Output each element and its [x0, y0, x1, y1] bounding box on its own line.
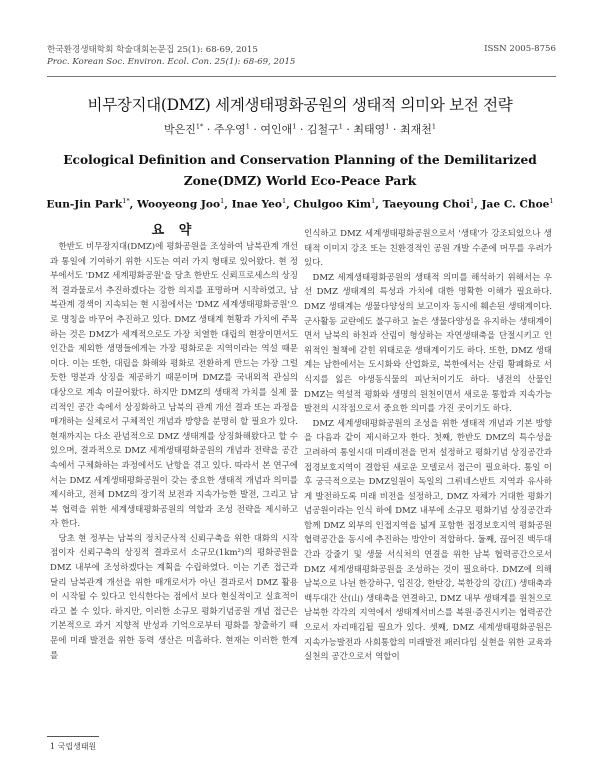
author-name: Wooyeong Joo: [136, 198, 221, 211]
author-affiliation-mark: 1: [470, 197, 475, 205]
issn: ISSN 2005-8756: [484, 44, 556, 54]
author-affiliation-mark: 1: [338, 122, 343, 131]
author-list-korean: 박은진$^{1*}$ · 주우영$^1$ · 여인애$^1$ · 김철구$^1$ · 최태영$^1$ · 최재천$^1$: [164, 122, 436, 136]
title-english: Ecological Definition and Conservation Planning of the Demilitarized Zone(DMZ) World Eco-Peace Park: [63, 153, 537, 188]
author-name: Jae C. Choe: [481, 198, 550, 211]
author-affiliation-mark: 1: [220, 197, 225, 205]
journal-citation-ko: 한국환경생태학회 학술대회논문집 25(1): 68-69, 2015: [47, 45, 258, 55]
author-affiliation-mark: 1: [282, 197, 287, 205]
paragraph: DMZ 세계생태평화공원의 조성을 위한 생태적 개념과 기본 방향을 다음과 같이 제시하고자 한다. 첫째, 한반도 DMZ의 특수성을 고려하여 통일시대 미래비전을 먼저 설정하고 평화기념 상징공간과 접경보호지역이 결합된 새로운 모델로서 접근이 필요하다. 통일 이후 궁극적으로는 DMZ일원이 독일의 그뤼네스반트 지역과 유사하게 발전하도록 미래 비전을 설정하고, DMZ 자체가 거대한 평화기념공원이라는 인식 하에 DMZ 내부에 소규모 평화기념 상징공간과 함께 DMZ 외부의 인접지역을 넓게 포함한 접경보호지역 평화공원 협력공간을 동시에 추진하는 방안이 적합하다. 둘째, 끊어진 백두대간과 강줄기 및 생물 서식처의 연결을 위한 남북 협력공간으로서 DMZ 세계생태평화공원을 조성하는 것이 필요하다. DMZ에 의해 남북으로 나뉜 한강하구, 임진강, 한탄강, 북한강의 강(江) 생태축과 백두대간 산(山) 생태축을 연결하고, DMZ 내부 생태계를 원천으로 남북한 각각의 지역에서 생태계서비스를 복원·증진시키는 협력공간으로서 자리매김될 필요가 있다. 셋째, DMZ 세계생태평화공원은 지속가능발전과 사회통합의 미래발전 패러다임 실현을 위한 교육과 실천의 공간으로서 역할이: [304, 418, 552, 663]
author-affiliation-mark: 1*: [195, 122, 204, 131]
author-affiliation-mark: 1: [371, 197, 376, 205]
journal-citation-en: Proc. Korean Soc. Environ. Ecol. Con. 25(1): 68-69, 2015: [47, 57, 296, 67]
journal-citation: [47, 44, 295, 68]
abstract-heading: 요 약: [151, 223, 197, 238]
text-column-right: [304, 227, 552, 665]
author-name: 김철구: [306, 123, 339, 136]
paragraph: 인식하고 DMZ 세계생태평화공원으로서 '생태'가 강조되었으나 생태적 이미지 강조 또는 친환경적인 공원 개발 수준에 머무를 우려가 있다.: [304, 229, 552, 269]
text-column-left: [50, 222, 298, 663]
paragraph: 당초 현 정부는 남북의 정치군사적 신뢰구축을 위한 대화의 시작점이자 신뢰구축의 상징적 결과로서 소규모(1km²)의 평화공원을 DMZ 내부에 조성하겠다는 계획을 수립하였다. 이는 기존 접근과 달리 남북관계 개선을 위한 매개로서가 아닌 결과로서 DMZ 활용이 시작될 수 있다고 인식한다는 점에서 보다 현실적이고 실효적이라고 볼 수 있다. 하지만, 이러한 소규모 평화기념공원 개념 접근은 기본적으로 과거 지향적 반성과 기억으로부터 평화를 창출하기 때문에 미래 발전을 위한 동력 생산은 미흡하다. 현재는 이러한 한계를: [50, 533, 298, 661]
footnote-divider: [47, 736, 99, 737]
author-name: Inae Yeo: [231, 198, 282, 211]
paragraph: 한반도 비무장지대(DMZ)에 평화공원을 조성하여 남북관계 개선과 통일에 기여하기 위한 시도는 여러 가지 형태로 있어왔다. 현 정부에서도 'DMZ 세계평화공원'을 당초 한반도 신뢰프로세스의 상징적 결과물로서 추진하겠다는 강한 의지를 표명하며 시작하였고, 남북관계 경색이 지속되는 현 시점에서는 'DMZ 세계생태평화공원'으로 명칭을 바꾸어 추진하고 있다. DMZ 생태계 현황과 가치에 주목하는 것은 DMZ가 세계적으로도 가장 치열한 대립의 현장이면서도 인간을 제외한 생명들에게는 가장 평화로운 지역이라는 역설 때문이다. 이는 또한, 대립을 화해와 평화로 전환하게 만드는 가장 그럴듯한 명분과 상징을 제공하기 때문이며 DMZ를 국내외적 관심의 대상으로 계속 이끌어왔다. 하지만 DMZ의 생태적 가치를 실제 물리적인 공간 속에서 상징화하고 남북의 관계 개선 결과 또는 과정을 매개하는 실체로서 구체적인 개념과 방향을 분명히 할 필요가 있다. 현재까지는 다소 관념적으로 DMZ 생태계를 상징화해왔다고 할 수 있으며, 결과적으로 DMZ 세계생태평화공원의 개념과 전략을 공간 속에서 구체화하는 과정에서도 난항을 겪고 있다. 따라서 본 연구에서는 DMZ 세계생태평화공원이 갖는 중요한 생태적 개념과 의미를 제시하고, 전체 DMZ의 장기적 보전과 지속가능한 발전, 그리고 남북 협력을 위한 세계생태평화공원의 역할과 조성 전략을 제시하고자 한다.: [50, 242, 298, 530]
author-name: Chulgoo Kim: [293, 198, 372, 211]
title-korean: 비무장지대(DMZ) 세계생태평화공원의 생태적 의미와 보전 전략: [87, 96, 513, 114]
author-name: Taeyoung Choi: [382, 198, 471, 211]
author-name: 박은진: [164, 123, 196, 136]
author-affiliation-mark: 1: [245, 122, 250, 131]
author-name: Eun-Jin Park: [46, 198, 123, 211]
author-name: 여인애: [260, 123, 293, 136]
author-list-english: Eun-Jin Park$^{1*}$, Wooyeong Joo$^1$, Inae Yeo$^1$, Chulgoo Kim$^1$, Taeyoung Choi$^1$, Jae C. Choe$^1$: [46, 197, 554, 211]
author-affiliation-mark: 1: [385, 122, 390, 131]
author-affiliation-mark: 1: [549, 197, 554, 205]
author-affiliation-mark: 1: [292, 122, 297, 131]
paragraph: DMZ 세계생태평화공원의 생태적 의미를 해석하기 위해서는 우선 DMZ 생태계의 특성과 가치에 대한 명확한 이해가 필요하다. DMZ 생태계는 생물다양성의 보고이자 동시에 훼손된 생태계이다. 군사활동 교란에도 불구하고 높은 생물다양성을 유지하는 생태계이면서 남북의 하천과 산림이 형성하는 자연생태축을 단절시키고 인위적인 철책에 갇힌 위태로운 생태계이기도 하다. 또한, DMZ 생태계는 남한에서는 도시화와 산업화로, 북한에서는 산림 황폐화로 서식지를 잃은 야생동식물의 피난처이기도 하다. 냉전의 산물인 DMZ는 역설적 평화와 생명의 원천이면서 새로운 통합과 지속가능발전의 시작점으로서 중요한 의미를 가진 곳이기도 하다.: [304, 272, 552, 415]
author-affiliation-mark: 1*: [122, 197, 130, 205]
author-affiliation-mark: 1: [431, 122, 436, 131]
author-name: 주우영: [213, 123, 246, 136]
footnote-affiliation: 1 국립생태원: [50, 742, 97, 751]
author-name: 최재천: [399, 123, 432, 136]
author-name: 최태영: [353, 123, 386, 136]
header-divider: [47, 76, 556, 77]
